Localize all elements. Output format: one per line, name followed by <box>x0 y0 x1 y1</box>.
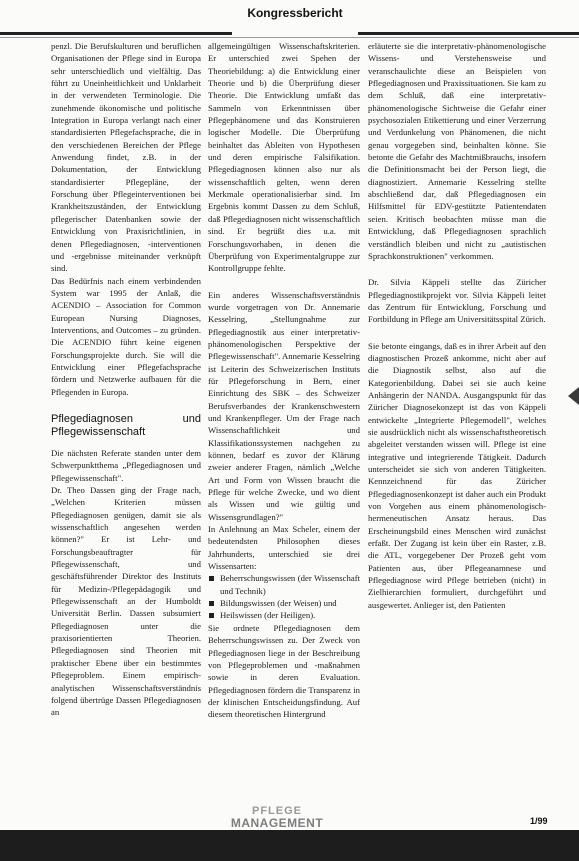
paragraph: penzl. Die Berufskulturen und beruflichen Organisationen der Pflege sind in Europa sehr unterschiedlich und vielfältig. Das führt zu Uneinheitlichkeit und Unklarheit in der verwendeten Terminologie. Die zunehmende ökonomische und politische Integration in Europa verlangt nach einer standardisierten Pflegefachsprache, die in den verschiedenen Bereichen der Pflege Anwendung findet, z.B. in der Dokumentation, der Entwicklung standardisierter Pflegepläne, der Forschung über Pflegeinterventionen bei Krankheitszuständen, der Entwicklung pflegerischer Datenbanken sowie der Entwicklung von Praxisrichtlinien, in denen Pflegediagnosen, -interventionen und -ergebnisse miteinander verknüpft sind. <box>51 41 201 274</box>
paragraph: Das Bedürfnis nach einem verbindenden System war 1995 der Anlaß, die ACENDIO – Association for Common European Nursing Diagnoses, Interventions, and Outcomes – zu gründen. Die ACENDIO führt keine eigenen Forschungsprojekte durch. Sie will die Entwicklung einer Pflegefachsprache fördern und Netzwerke aufbauen für die Pflegenden in Europa. <box>51 275 201 397</box>
page-tab-marker <box>568 387 579 405</box>
paragraph: allgemeingültigen Wissenschaftskriterien. Er unterschied zwei Spehen der Theoriebildung: a) die Entwicklung einer Theorie und b) die Überprüfung dieser Theorie. Die Entwicklung umfaßt das Sammeln von Erkenntnissen über Pflegephänomene und das Konstruieren logischer Modelle. Die Überprüfung beinhaltet das Ableiten von Hypothesen und deren empirische Falsifikation. Pflegediagnosen können also nur als wissenschaftlich gelten, wenn deren Merkmale operationalisierbar sind. Im Ergebnis kommt Dassen zu dem Schluß, daß Pflegediagnosen nicht wissenschaftlich sind. Er begrüßt dies u.a. mit Forschungsvorhaben, in denen die Überprüfung von Experimentalgruppe zur Kontrollgruppe fehlte. <box>208 41 360 274</box>
header-rule-left <box>0 32 232 35</box>
paragraph: Dr. Silvia Käppeli stellte das Züricher Pflegediagnostikprojekt vor. Silvia Käppeli leitet das Zentrum für Entwicklung, Forschung und Fortbildung in Pflege am Universitätsspital Zürich. <box>368 277 546 325</box>
header-rule-right <box>358 32 579 35</box>
logo-line-bottom: MANAGEMENT <box>230 816 324 830</box>
paragraph: Ein anderes Wissenschaftsverständnis wurde vorgetragen von Dr. Annemarie Kesselring, „Stellungnahme zur Pflegediagnostik aus einer interpretativ-phänomenologischen Perspektive der Pflegewissenschaft". Annemarie Kesselring ist Leiterin des Schweizerischen Instituts für Pflegeforschung in Bern, einer Einrichtung des SBK – des Schweizer Berufsverbandes der Krankenschwestern und Krankenpfleger. Um der Frage nach Wissenschaftlichkeit und Klassifikationssystemen nachgehen zu können, bedarf es zuvor der Klärung zweier anderer Fragen, nämlich „Welche Art und Form von Wissen braucht die Pflege für welche Zwecke, und wo dient als Wissen und wie gültig und Wissensgrundlagen?" <box>208 289 360 522</box>
paragraph: Sie betonte eingangs, daß es in ihrer Arbeit auf den diagnostischen Prozeß ankomme, nicht aber auf die Diagnostik selbst, also auf die Kategorienbildung. Dabei sei sie auch keine Anhängerin der NANDA. Ausgangspunkt für das Züricher Diagnosekonzept ist das von Käppeli entwickelte „Integrierte Pflegemodell", welches sie ausdrücklich nicht als wissenschaftstheoretisch abgeleitet verstanden wissen will. Pflege ist eine integrative und integrierende Tätigkeit. Dadurch unterscheidet sie sich von anderen Tätigkeiten. Kennzeichnend für das Züricher Pflegediagnosenkonzept ist daher auch ein Produkt von Vorgehen aus einem phänomenologisch-hermeneutischen Ansatz heraus. Das Erscheinungsbild eines Menschen wird zunächst erfaßt. Der Zugang ist kein über ein Raster, z.B. die ATL, vorgegebener Der Prozeß geht vom Patienten aus, über Pflegeanamnese und Pflegediagnose wird Pflege betrieben (nicht) in Zielhierarchien formuliert, durchgeführt und ausgewertet. Anlieger ist, den Patienten <box>368 340 546 610</box>
bullet-list <box>208 572 360 621</box>
text-column-3 <box>368 40 546 611</box>
paragraph: erläuterte sie die interpretativ-phänomenologische Wissens- und Verstehensweise und veranschaulichte diese an Beispielen von Pflegediagnosen und Praxissituationen. Sie kam zu dem Schluß, daß eine interpretativ-phänomenologische Sichtweise die Gefahr einer psychosozialen Etikettierung und einer Verzerrung und Verdunkelung von Phänomenen, die nicht genau vorgegeben sind, beinhalten könne. Sie betonte die Gefahr des Machtmißbrauchs, insofern die Definitionsmacht bei der Person liegt, die diagnostiziert. Annemarie Kesselring stellte abschließend dar, daß Pflegediagnosen ein Hilfsmittel für EDV-gestützte Patientendaten seien. Kritisch beobachten müsse man die Entwicklung, daß Pflegediagnosen sprachlich verständlich bleiben und nicht zu „autistischen Sprachkonstruktionen" verkommen. <box>368 41 546 261</box>
page-number: 1/99 <box>530 816 548 826</box>
paragraph: In Anlehnung an Max Scheler, einem der bedeutendsten Philosophen dieses Jahrhunderts, unterschied sie drei Wissensarten: <box>208 524 360 572</box>
bullet-item: Heilswissen (der Heiligen). <box>208 609 360 621</box>
header-rule-thin <box>0 37 579 38</box>
footer-band <box>0 830 579 861</box>
text-column-2 <box>208 40 360 721</box>
subheading: Pflegediagnosen und Pflegewissenschaft <box>51 412 201 438</box>
paragraph: Sie ordnete Pflegediagnosen dem Beherrschungswissen zu. Der Zweck von Pflegediagnosen liege in der Beschreibung von Pflegeproblemen und -maßnahmen sowie in deren Evaluation. Pflegediagnosen fördern die Transparenz in der klinischen Entscheidungsfindung. Auf diesem theoretischen Hintergrund <box>208 622 360 720</box>
section-title: Kongressbericht <box>247 6 343 20</box>
text-column-1 <box>51 40 201 719</box>
bullet-item: Beherrschungswissen (der Wissenschaft und Technik) <box>208 572 360 597</box>
logo-line-top: PFLEGE <box>251 805 302 817</box>
paragraph: Die nächsten Referate standen unter dem Schwerpunktthema „Pflegediagnosen und Pflegewissenschaft". <box>51 447 201 483</box>
page-header <box>0 0 579 30</box>
magazine-logo <box>212 806 342 830</box>
bullet-item: Bildungswissen (der Weisen) und <box>208 597 360 609</box>
paragraph: Dr. Theo Dassen ging der Frage nach, „Welchen Kriterien müssen Pflegediagnosen genügen, damit sie als wissenschaftlich angesehen werden können?" Er ist Lehr- und Forschungsbeauftragter für Pflegewissenschaft, und geschäftsführender Direktor des Instituts für Medizin-/Pflegepädagogik und Pflegewissenschaft an der Humboldt Universität Berlin. Dassen subsumiert Pflegediagnosen unter die praxisorientierten Theorien. Pflegediagnosen sind Theorien mit praktischer Ebene über ein bestimmtes Pflegeproblem. Einem empirisch-analytischen Wissenschaftsverständnis folgend übertrüge Dassen Pflegediagnosen an <box>51 485 201 718</box>
